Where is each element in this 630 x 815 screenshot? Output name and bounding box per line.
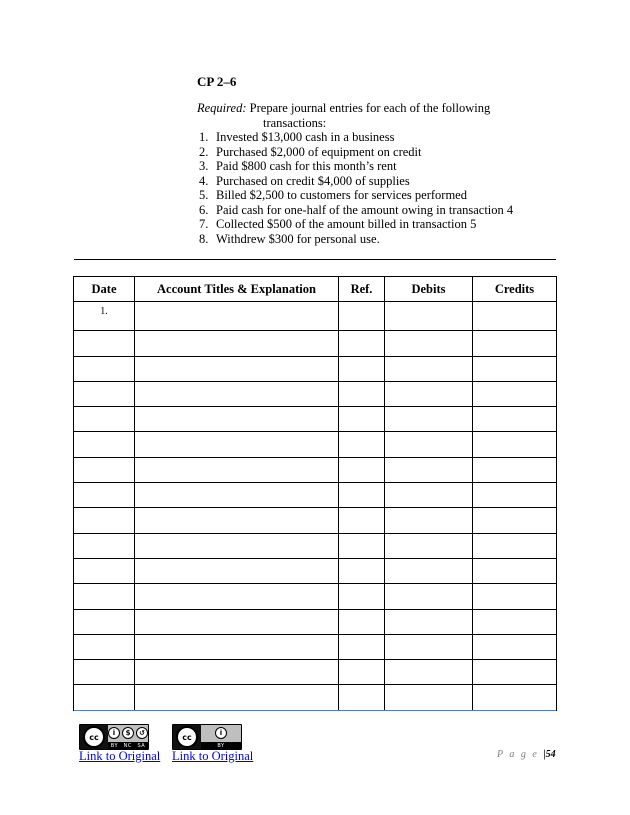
cell-debit (385, 356, 473, 381)
footer-divider (74, 710, 556, 711)
cell-debit (385, 584, 473, 609)
cell-credit (473, 685, 557, 710)
list-item (197, 232, 527, 247)
table-row (74, 457, 557, 482)
cell-debit (385, 609, 473, 634)
person-icon: i (108, 727, 120, 739)
cell-credit (473, 356, 557, 381)
cell-account (135, 381, 339, 406)
page-number-value: 54 (545, 749, 556, 760)
requirements-block (197, 101, 527, 246)
cell-credit (473, 432, 557, 457)
cell-credit (473, 508, 557, 533)
cell-account (135, 634, 339, 659)
cell-ref (339, 457, 385, 482)
required-intro (197, 101, 527, 130)
license-badge-by (172, 724, 242, 750)
page-label: P a g e (497, 749, 539, 760)
cell-date (74, 533, 135, 558)
cell-ref (339, 584, 385, 609)
required-label: Required: (197, 101, 247, 115)
cell-account (135, 331, 339, 356)
link-to-original-2[interactable]: Link to Original (172, 749, 254, 763)
item-text: Purchased $2,000 of equipment on credit (216, 144, 422, 159)
sharealike-icon: ↺ (136, 727, 148, 739)
cell-ref (339, 685, 385, 710)
cc-icon: cc (176, 726, 198, 748)
cell-credit (473, 457, 557, 482)
item-text: Billed $2,500 to customers for services performed (216, 188, 467, 202)
noncommercial-icon: $ (122, 727, 134, 739)
table-row (74, 407, 557, 432)
cell-ref (339, 533, 385, 558)
cell-credit (473, 634, 557, 659)
cell-account (135, 302, 339, 331)
cell-credit (473, 533, 557, 558)
cell-date (74, 685, 135, 710)
cell-credit (473, 381, 557, 406)
item-text: Invested $13,000 cash in a business (216, 130, 395, 144)
cell-debit (385, 660, 473, 685)
item-number: 2. (199, 144, 209, 159)
cell-ref (339, 331, 385, 356)
cell-debit (385, 483, 473, 508)
cell-date (74, 609, 135, 634)
cell-ref (339, 634, 385, 659)
item-text: Collected $500 of the amount billed in transaction 5 (216, 217, 477, 231)
top-divider (74, 259, 556, 260)
item-number: 6. (199, 202, 209, 217)
table-row (74, 685, 557, 710)
page-separator: | (543, 749, 546, 760)
cell-date (74, 381, 135, 406)
item-text: Paid cash for one-half of the amount owing in transaction 4 (216, 202, 514, 217)
cell-ref (339, 302, 385, 331)
cell-date (74, 660, 135, 685)
cell-debit (385, 558, 473, 583)
cell-credit (473, 302, 557, 331)
problem-title: CP 2–6 (197, 74, 237, 89)
list-item (197, 203, 527, 218)
cell-date (74, 483, 135, 508)
cell-date (74, 457, 135, 482)
table-row (74, 331, 557, 356)
cell-ref (339, 609, 385, 634)
cell-credit (473, 660, 557, 685)
cell-ref (339, 407, 385, 432)
cell-account (135, 584, 339, 609)
license-label-sa: SA (137, 742, 146, 749)
cell-debit (385, 457, 473, 482)
list-item (197, 130, 527, 145)
cell-credit (473, 558, 557, 583)
cell-ref (339, 432, 385, 457)
cell-ref (339, 356, 385, 381)
table-row (74, 558, 557, 583)
col-header-account: Account Titles & Explanation (135, 277, 339, 302)
cell-debit (385, 508, 473, 533)
cell-date (74, 331, 135, 356)
cell-account (135, 508, 339, 533)
cell-credit (473, 584, 557, 609)
table-row (74, 533, 557, 558)
required-text: Prepare journal entries for each of the following (249, 101, 491, 115)
cell-account (135, 407, 339, 432)
license-panel (201, 725, 241, 749)
cc-icon: cc (83, 726, 105, 748)
cell-debit (385, 381, 473, 406)
cell-account (135, 609, 339, 634)
journal-header-row (74, 277, 557, 302)
cell-account (135, 356, 339, 381)
person-icon: i (215, 727, 227, 739)
cell-date (74, 584, 135, 609)
table-row (74, 508, 557, 533)
item-number: 8. (199, 231, 209, 246)
item-number: 5. (199, 188, 209, 202)
link-to-original-1[interactable]: Link to Original (79, 749, 161, 763)
cell-debit (385, 432, 473, 457)
cell-credit (473, 609, 557, 634)
item-number: 3. (199, 159, 209, 173)
cell-date: 1. (74, 302, 135, 331)
list-item (197, 174, 527, 189)
cell-date (74, 634, 135, 659)
item-text: Purchased on credit $4,000 of supplies (216, 173, 410, 188)
list-item (197, 159, 527, 174)
cell-debit (385, 685, 473, 710)
table-row (74, 432, 557, 457)
cell-ref (339, 381, 385, 406)
table-row (74, 381, 557, 406)
license-label-by: BY (110, 742, 119, 749)
cell-debit (385, 302, 473, 331)
cell-account (135, 558, 339, 583)
cell-ref (339, 508, 385, 533)
cell-date (74, 558, 135, 583)
cell-ref (339, 660, 385, 685)
list-item (197, 217, 527, 232)
table-row (74, 609, 557, 634)
table-row (74, 302, 557, 331)
col-header-credits: Credits (473, 277, 557, 302)
cell-debit (385, 331, 473, 356)
cell-credit (473, 331, 557, 356)
cell-ref (339, 558, 385, 583)
cell-debit (385, 533, 473, 558)
cell-date (74, 432, 135, 457)
cell-account (135, 660, 339, 685)
transaction-list (197, 130, 527, 246)
table-row (74, 634, 557, 659)
cell-debit (385, 634, 473, 659)
table-row (74, 483, 557, 508)
item-number: 1. (199, 130, 209, 144)
journal-table (73, 276, 557, 711)
item-text: Paid $800 cash for this month’s rent (216, 159, 397, 173)
cell-credit (473, 407, 557, 432)
cell-date (74, 356, 135, 381)
license-label-nc: NC (123, 742, 132, 749)
cell-account (135, 457, 339, 482)
cell-account (135, 483, 339, 508)
item-number: 4. (199, 173, 209, 188)
col-header-date: Date (74, 277, 135, 302)
item-number: 7. (199, 217, 209, 231)
col-header-ref: Ref. (339, 277, 385, 302)
license-badge-by-nc-sa (79, 724, 149, 750)
cell-account (135, 533, 339, 558)
page-number (497, 749, 556, 760)
cell-account (135, 685, 339, 710)
cell-debit (385, 407, 473, 432)
license-panel (108, 725, 148, 749)
required-text-cont: transactions: (263, 115, 327, 130)
table-row (74, 660, 557, 685)
license-label-by: BY (217, 742, 225, 749)
journal-body (74, 302, 557, 711)
list-item (197, 188, 527, 203)
cell-date (74, 508, 135, 533)
list-item (197, 145, 527, 160)
table-row (74, 584, 557, 609)
cell-date (74, 407, 135, 432)
col-header-debits: Debits (385, 277, 473, 302)
table-row (74, 356, 557, 381)
item-text: Withdrew $300 for personal use. (216, 231, 380, 246)
cell-credit (473, 483, 557, 508)
cell-account (135, 432, 339, 457)
cell-ref (339, 483, 385, 508)
